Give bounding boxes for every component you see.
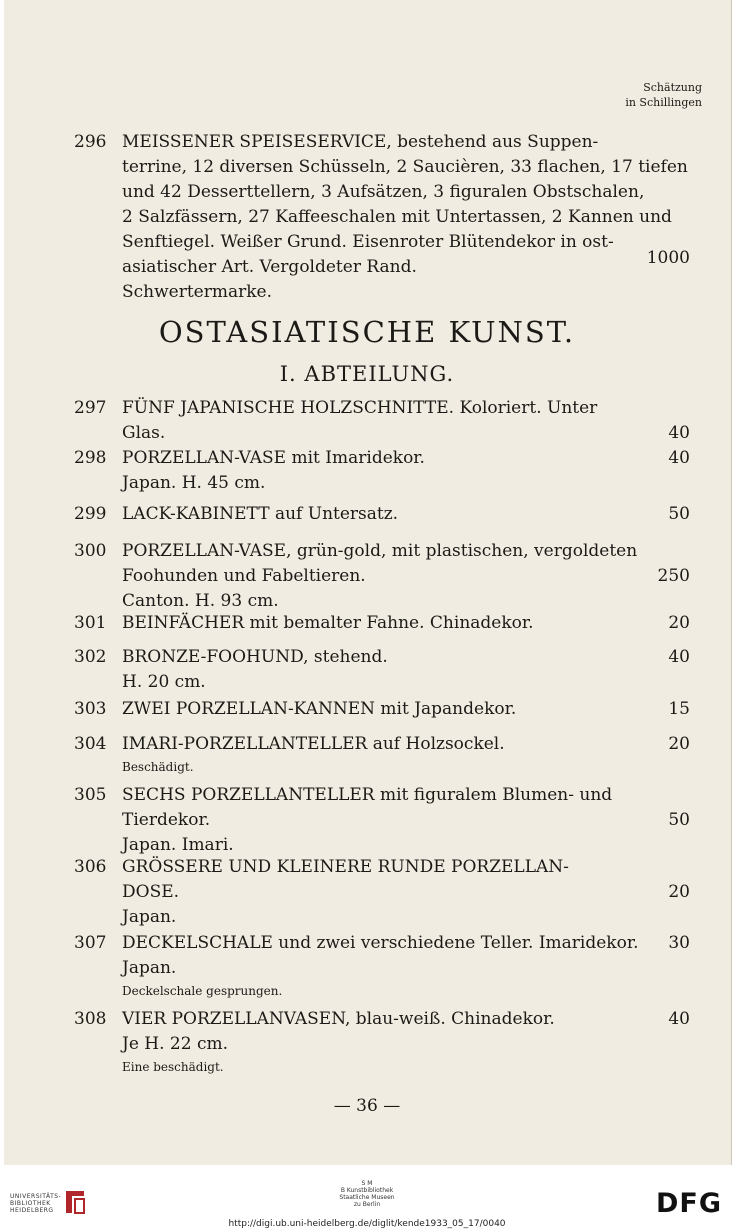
credit-line: zu Berlin bbox=[353, 1201, 381, 1208]
lot-number: 307 bbox=[74, 933, 107, 953]
lot-description bbox=[122, 611, 632, 636]
lot-estimate: 20 bbox=[668, 734, 690, 754]
lot-entry bbox=[74, 396, 690, 446]
lot-line: Senftiegel. Weißer Grund. Eisenroter Blütendekor in ost- bbox=[122, 232, 614, 252]
lot-line: FÜNF JAPANISCHE HOLZSCHNITTE. Koloriert. Unter bbox=[122, 398, 598, 418]
section-subtitle: I. ABTEILUNG. bbox=[279, 362, 455, 386]
lot-line: DECKELSCHALE und zwei verschiedene Teller. Imaridekor. bbox=[122, 933, 639, 953]
page-number: — 36 — bbox=[333, 1096, 401, 1116]
university-line: HEIDELBERG bbox=[10, 1207, 54, 1214]
lot-entry bbox=[74, 732, 690, 777]
lot-entry bbox=[74, 611, 690, 636]
lot-description bbox=[122, 855, 632, 930]
estimate-header-line-1: Schätzung bbox=[643, 81, 702, 94]
dfg-logo: DFG bbox=[655, 1188, 722, 1219]
credit-line: S M bbox=[361, 1180, 373, 1187]
lot-estimate: 15 bbox=[668, 699, 690, 719]
lot-number: 301 bbox=[74, 613, 107, 633]
source-url[interactable]: http://digi.ub.uni-heidelberg.de/diglit/kende1933_05_17/0040 bbox=[228, 1219, 506, 1229]
lot-description bbox=[122, 645, 632, 695]
section-title: OSTASIATISCHE KUNST. bbox=[158, 315, 576, 349]
lot-number: 299 bbox=[74, 504, 107, 524]
lot-number: 304 bbox=[74, 734, 107, 754]
lot-number: 300 bbox=[74, 541, 107, 561]
lot-description bbox=[122, 1007, 632, 1078]
lot-note: Deckelschale gesprungen. bbox=[122, 984, 283, 998]
lot-line: asiatischer Art. Vergoldeter Rand. bbox=[122, 257, 417, 277]
lot-line: PORZELLAN-VASE mit Imaridekor. bbox=[122, 448, 425, 468]
lot-line: IMARI-PORZELLANTELLER auf Holzsockel. bbox=[122, 734, 505, 754]
lot-description bbox=[122, 502, 632, 527]
lot-line: PORZELLAN-VASE, grün-gold, mit plastischen, vergoldeten bbox=[122, 541, 638, 561]
lot-line: Japan. Imari. bbox=[122, 835, 234, 855]
university-line: UNIVERSITÄTS- bbox=[10, 1193, 62, 1200]
lot-line: Je H. 22 cm. bbox=[122, 1034, 228, 1054]
lot-estimate: 30 bbox=[668, 933, 690, 953]
estimate-header-line-2: in Schillingen bbox=[625, 96, 702, 109]
lot-entry bbox=[74, 1007, 690, 1077]
lot-line: Japan. bbox=[122, 907, 177, 927]
lot-line: und 42 Desserttellern, 3 Aufsätzen, 3 figuralen Obstschalen, bbox=[122, 182, 645, 202]
lot-line: H. 20 cm. bbox=[122, 672, 206, 692]
lot-note: Eine beschädigt. bbox=[122, 1060, 224, 1074]
lot-line: LACK-KABINETT auf Untersatz. bbox=[122, 504, 399, 524]
credit-line: B Kunstbibliothek bbox=[340, 1187, 394, 1194]
lot-estimate: 40 bbox=[668, 448, 690, 468]
lot-number: 305 bbox=[74, 785, 107, 805]
lot-entry bbox=[74, 645, 690, 695]
lot-estimate: 1000 bbox=[646, 248, 690, 268]
lot-description bbox=[122, 732, 632, 778]
lot-line: SECHS PORZELLANTELLER mit figuralem Blumen- und bbox=[122, 785, 613, 805]
lot-line: DOSE. bbox=[122, 882, 180, 902]
lot-number: 296 bbox=[74, 132, 107, 152]
lot-entry bbox=[74, 502, 690, 527]
lot-line: Tierdekor. bbox=[122, 810, 211, 830]
lot-estimate: 20 bbox=[668, 882, 690, 902]
lot-number: 297 bbox=[74, 398, 107, 418]
lot-description bbox=[122, 396, 632, 446]
lot-description bbox=[122, 931, 639, 1002]
lot-line: Foohunden und Fabeltieren. bbox=[122, 566, 366, 586]
lot-line: GRÖSSERE UND KLEINERE RUNDE PORZELLAN- bbox=[122, 857, 569, 877]
lot-estimate: 40 bbox=[668, 647, 690, 667]
lot-line: BRONZE-FOOHUND, stehend. bbox=[122, 647, 388, 667]
lot-estimate: 50 bbox=[668, 810, 690, 830]
lot-line: VIER PORZELLANVASEN, blau-weiß. Chinadekor. bbox=[122, 1009, 555, 1029]
lot-entry bbox=[74, 931, 690, 1001]
lot-line: terrine, 12 diversen Schüsseln, 2 Saucièren, 33 flachen, 17 tiefen bbox=[122, 157, 688, 177]
lot-line: Schwertermarke. bbox=[122, 282, 273, 302]
lot-estimate: 20 bbox=[668, 613, 690, 633]
museum-credit bbox=[0, 1180, 734, 1208]
lot-number: 298 bbox=[74, 448, 107, 468]
lot-number: 303 bbox=[74, 699, 107, 719]
lot-entry bbox=[74, 855, 690, 930]
lot-estimate: 40 bbox=[668, 423, 690, 443]
lot-entry bbox=[74, 446, 690, 496]
lot-number: 308 bbox=[74, 1009, 107, 1029]
lot-entry bbox=[74, 697, 690, 722]
lot-line: BEINFÄCHER mit bemalter Fahne. Chinadekor. bbox=[122, 613, 534, 633]
lot-note: Beschädigt. bbox=[122, 760, 194, 774]
lot-description bbox=[122, 697, 632, 722]
lot-entry bbox=[74, 130, 690, 300]
lot-estimate: 250 bbox=[657, 566, 690, 586]
estimate-column-header bbox=[625, 80, 702, 110]
credit-line: Staatliche Museen bbox=[339, 1194, 395, 1201]
lot-description bbox=[122, 539, 638, 614]
university-line: BIBLIOTHEK bbox=[10, 1200, 51, 1207]
lot-line: Japan. H. 45 cm. bbox=[122, 473, 266, 493]
lot-line: Canton. H. 93 cm. bbox=[122, 591, 279, 611]
lot-number: 306 bbox=[74, 857, 107, 877]
lot-entry bbox=[74, 539, 690, 614]
lot-line: 2 Salzfässern, 27 Kaffeeschalen mit Untertassen, 2 Kannen und bbox=[122, 207, 672, 227]
lot-line: ZWEI PORZELLAN-KANNEN mit Japandekor. bbox=[122, 699, 517, 719]
lot-line: Japan. bbox=[122, 958, 177, 978]
lot-line: MEISSENER SPEISESERVICE, bestehend aus Suppen- bbox=[122, 132, 599, 152]
lot-number: 302 bbox=[74, 647, 107, 667]
lot-estimate: 40 bbox=[668, 1009, 690, 1029]
lot-description bbox=[122, 446, 632, 496]
lot-entry bbox=[74, 783, 690, 858]
lot-estimate: 50 bbox=[668, 504, 690, 524]
lot-line: Glas. bbox=[122, 423, 166, 443]
lot-description bbox=[122, 783, 632, 858]
